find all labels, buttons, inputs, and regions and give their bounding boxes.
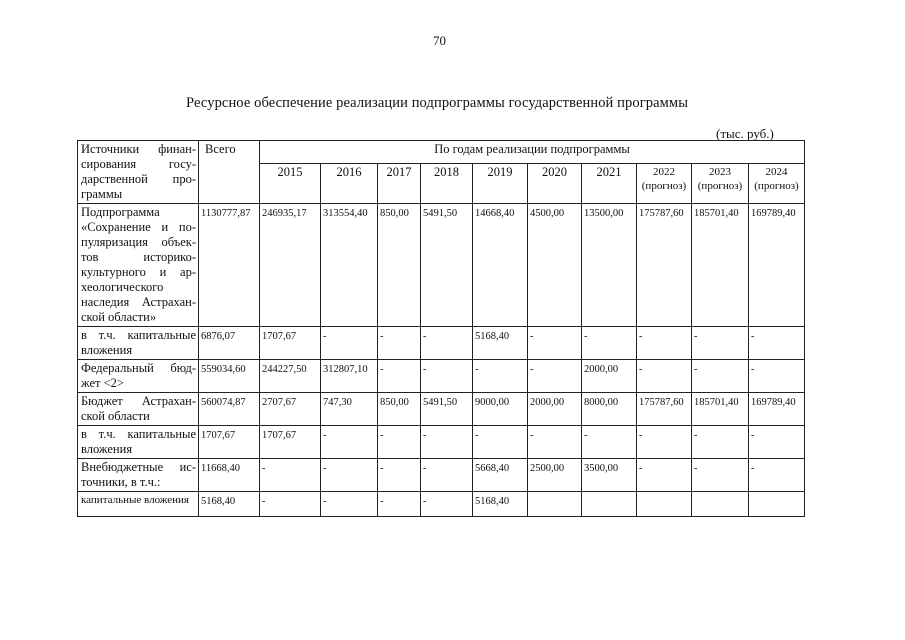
cell-value: 312807,10 [321, 360, 378, 393]
cell-value: 2707,67 [260, 393, 321, 426]
cell-value: - [421, 360, 473, 393]
table-row [78, 360, 805, 393]
row-source: в т.ч. капитальные вложения [78, 327, 199, 360]
cell-value: 246935,17 [260, 204, 321, 327]
cell-value [528, 492, 582, 517]
table-row [78, 492, 805, 517]
year-header: 2024 (прогноз) [749, 164, 805, 204]
cell-value: 169789,40 [749, 393, 805, 426]
cell-total: 5168,40 [199, 492, 260, 517]
cell-value: - [637, 426, 692, 459]
cell-value: - [473, 426, 528, 459]
cell-value: - [582, 327, 637, 360]
cell-total: 1707,67 [199, 426, 260, 459]
cell-value: 185701,40 [692, 204, 749, 327]
cell-value: 244227,50 [260, 360, 321, 393]
cell-value: - [692, 426, 749, 459]
resource-table [77, 140, 805, 517]
cell-value: - [421, 492, 473, 517]
cell-value: - [321, 459, 378, 492]
cell-value: - [421, 327, 473, 360]
cell-value [692, 492, 749, 517]
cell-value: - [637, 360, 692, 393]
row-source: в т.ч. капитальные вложения [78, 426, 199, 459]
cell-value: 9000,00 [473, 393, 528, 426]
year-header: 2020 [528, 164, 582, 204]
cell-value [749, 492, 805, 517]
cell-value: 747,30 [321, 393, 378, 426]
table-row [78, 459, 805, 492]
cell-total: 559034,60 [199, 360, 260, 393]
cell-value: - [378, 492, 421, 517]
cell-value: 5491,50 [421, 393, 473, 426]
cell-value: - [321, 327, 378, 360]
cell-value: - [321, 492, 378, 517]
cell-value: - [378, 360, 421, 393]
cell-total: 1130777,87 [199, 204, 260, 327]
cell-value: - [421, 459, 473, 492]
header-years-group: По годам реализации подпрограммы [260, 141, 805, 164]
cell-value: 5168,40 [473, 492, 528, 517]
cell-value: 8000,00 [582, 393, 637, 426]
cell-value: - [528, 360, 582, 393]
table-row [78, 426, 805, 459]
cell-value: 3500,00 [582, 459, 637, 492]
cell-value: 169789,40 [749, 204, 805, 327]
header-row-1 [78, 141, 805, 164]
cell-value: 175787,60 [637, 204, 692, 327]
cell-value: 13500,00 [582, 204, 637, 327]
cell-value: - [260, 492, 321, 517]
cell-value: 5491,50 [421, 204, 473, 327]
year-header: 2015 [260, 164, 321, 204]
row-source: Бюджет Астрахан-ской области [78, 393, 199, 426]
cell-value: 175787,60 [637, 393, 692, 426]
year-header: 2017 [378, 164, 421, 204]
cell-value [582, 492, 637, 517]
cell-value: - [637, 327, 692, 360]
table-row [78, 327, 805, 360]
cell-value: 14668,40 [473, 204, 528, 327]
year-header: 2021 [582, 164, 637, 204]
page-number: 70 [433, 33, 446, 48]
document-title: Ресурсное обеспечение реализации подпрограммы государственной программы [186, 95, 689, 111]
cell-total: 560074,87 [199, 393, 260, 426]
cell-value: - [260, 459, 321, 492]
cell-value: - [692, 459, 749, 492]
table-row [78, 204, 805, 327]
row-source: Внебюджетные ис-точники, в т.ч.: [78, 459, 199, 492]
cell-value: 5168,40 [473, 327, 528, 360]
cell-value: 850,00 [378, 393, 421, 426]
year-header: 2018 [421, 164, 473, 204]
cell-value: 850,00 [378, 204, 421, 327]
cell-value: - [692, 360, 749, 393]
year-header: 2016 [321, 164, 378, 204]
cell-value: 2000,00 [582, 360, 637, 393]
cell-value: 5668,40 [473, 459, 528, 492]
cell-value: - [582, 426, 637, 459]
cell-value: 185701,40 [692, 393, 749, 426]
cell-value: 1707,67 [260, 327, 321, 360]
cell-total: 11668,40 [199, 459, 260, 492]
cell-value: 2000,00 [528, 393, 582, 426]
cell-value: - [528, 327, 582, 360]
cell-value: 313554,40 [321, 204, 378, 327]
cell-value: - [321, 426, 378, 459]
cell-value: - [421, 426, 473, 459]
cell-value: - [528, 426, 582, 459]
cell-value: 4500,00 [528, 204, 582, 327]
cell-value: - [749, 327, 805, 360]
cell-value: - [473, 360, 528, 393]
row-source: Подпрограмма «Сохранение и по-пуляризация объек-тов историко-культурного и ар-хеологического наследия Астрахан-ской области» [78, 204, 199, 327]
cell-value: - [749, 360, 805, 393]
year-header: 2022 (прогноз) [637, 164, 692, 204]
cell-value: - [749, 426, 805, 459]
cell-total: 6876,07 [199, 327, 260, 360]
cell-value: - [749, 459, 805, 492]
table-row [78, 393, 805, 426]
cell-value: - [378, 426, 421, 459]
cell-value: - [378, 459, 421, 492]
cell-value: - [692, 327, 749, 360]
row-source: капитальные вложения [78, 492, 199, 517]
year-header: 2023 (прогноз) [692, 164, 749, 204]
cell-value: - [637, 459, 692, 492]
unit-note: (тыс. руб.) [716, 126, 774, 141]
header-total: Всего [199, 141, 260, 204]
cell-value: 2500,00 [528, 459, 582, 492]
cell-value: 1707,67 [260, 426, 321, 459]
row-source: Федеральный бюд-жет <2> [78, 360, 199, 393]
cell-value [637, 492, 692, 517]
cell-value: - [378, 327, 421, 360]
header-source: Источники финан-сирования госу-дарственной про-граммы [78, 141, 199, 204]
year-header: 2019 [473, 164, 528, 204]
